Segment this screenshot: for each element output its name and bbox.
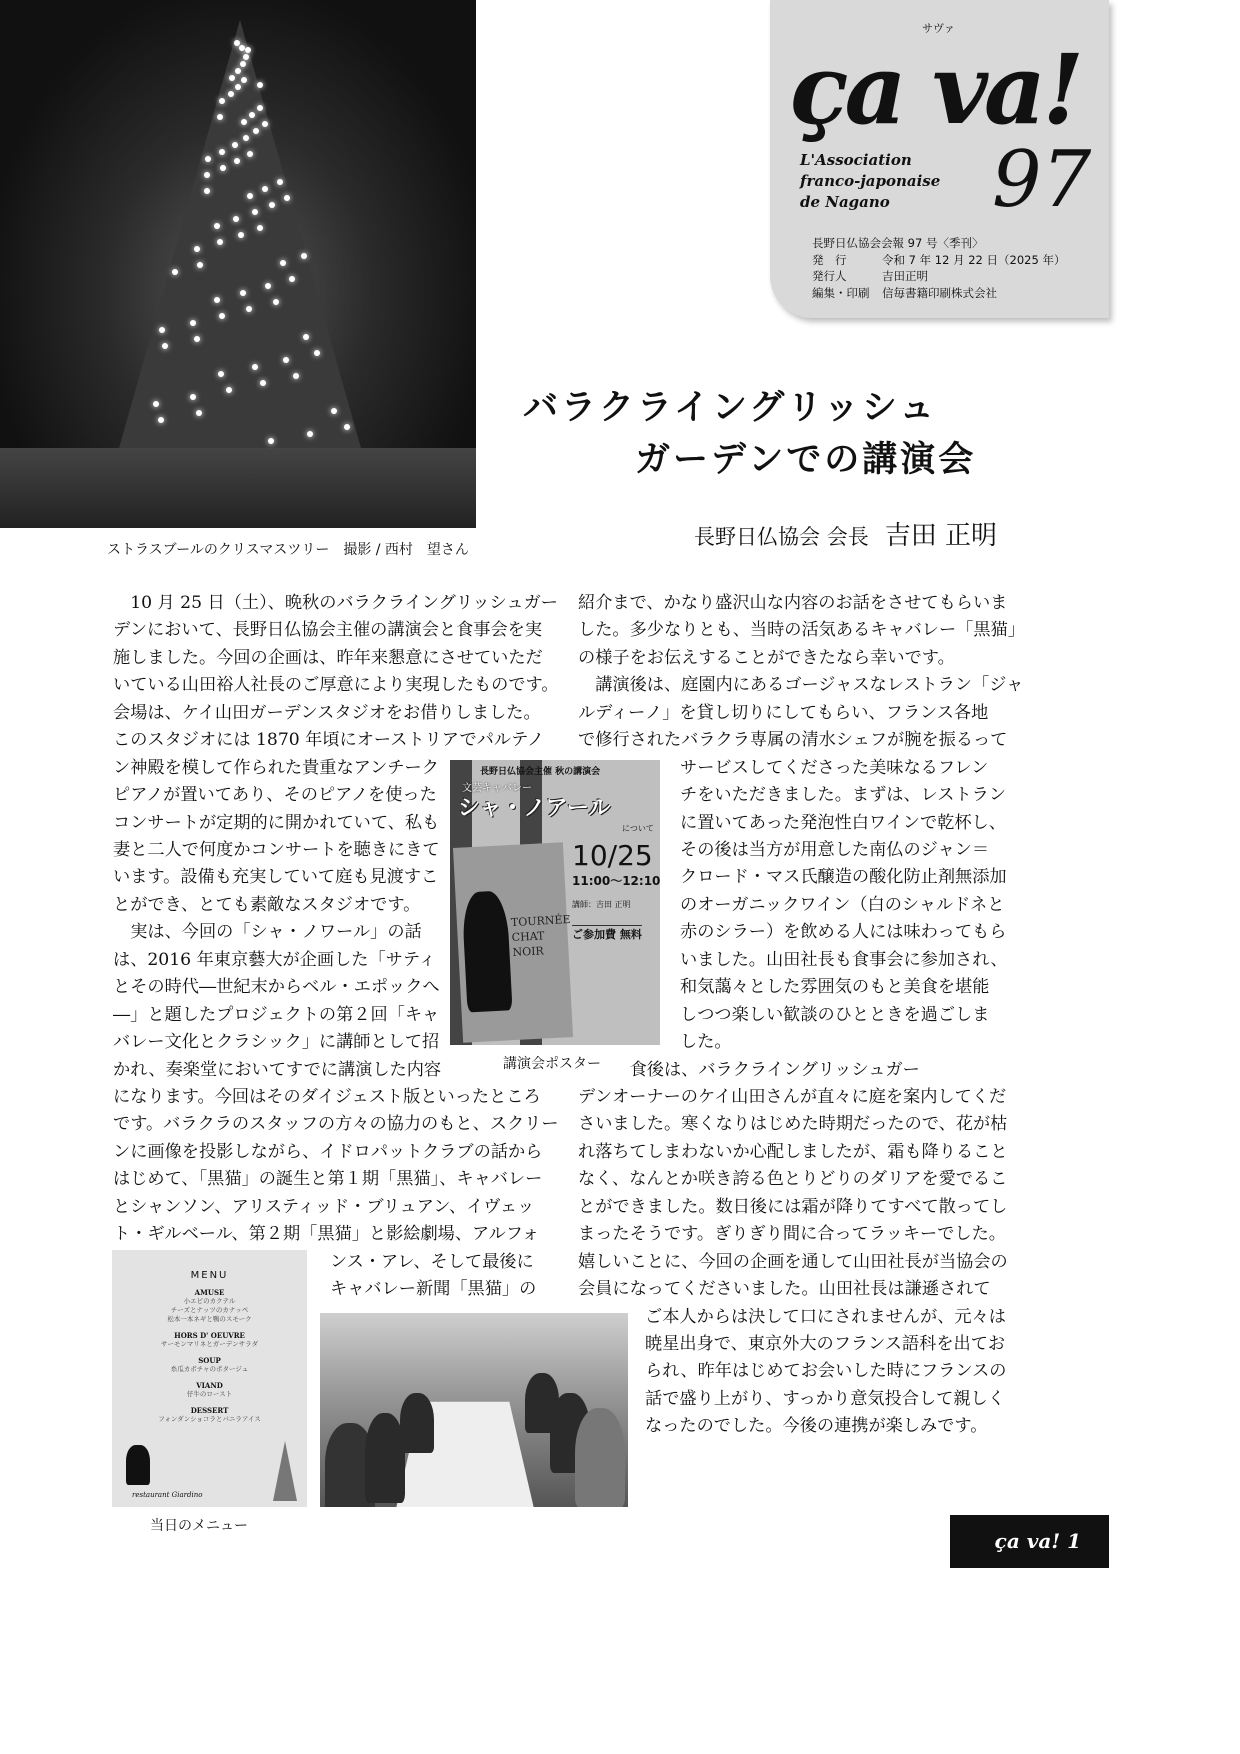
tree-light <box>265 283 271 289</box>
text-line: ンに画像を投影しながら、イドロパットクラブの話から <box>113 1141 543 1162</box>
menu-caption: 当日のメニュー <box>150 1518 248 1534</box>
text-line: バレー文化とクラシック」に講師として招 <box>113 1032 440 1053</box>
tree-light <box>289 276 295 282</box>
dinner-menu-photo <box>112 1250 307 1507</box>
guest <box>365 1413 405 1503</box>
menu-section-heading: SOUP <box>198 1356 221 1365</box>
poster-lecturer: 講師：吉田 正明 <box>572 900 631 909</box>
menu-section-heading: HORS D' OEUVRE <box>174 1331 245 1340</box>
tree-light <box>273 299 279 305</box>
text-line: です。バラクラのスタッフの方々の協力のもと、スクリー <box>113 1114 559 1135</box>
tree-light <box>190 320 196 326</box>
imprint <box>812 235 1065 301</box>
menu-section-heading: DESSERT <box>190 1406 229 1415</box>
printer-name: 信毎書籍印刷株式会社 <box>882 285 997 300</box>
tree-light <box>241 119 247 125</box>
text-line: キャバレー新聞「黒猫」の <box>330 1279 537 1300</box>
menu-item: 仔牛のロースト <box>186 1390 233 1398</box>
text-line: の様子をお伝えすることができたなら幸いです。 <box>578 647 955 668</box>
text-line: はじめて、「黒猫」の誕生と第１期「黒猫」、キャバレー <box>113 1169 543 1190</box>
publisher-label: 発行人 <box>812 269 847 283</box>
text-line: 実は、今回の「シャ・ノワール」の話 <box>113 922 422 943</box>
association-name <box>800 150 940 213</box>
text-line: 施しました。今回の企画は、昨年来懇意にさせていただ <box>113 647 543 668</box>
tree-light <box>190 394 196 400</box>
text-line: 会場は、ケイ山田ガーデンスタジオをお借りしました。 <box>113 702 541 723</box>
text-line: サービスしてくださった美味なるフレン <box>680 757 989 778</box>
masthead <box>770 0 1109 318</box>
body-right-a <box>578 590 1025 755</box>
text-line: クロード・マス氏醸造の酸化防止剤無添加 <box>680 867 1007 888</box>
body-left-a <box>113 590 559 755</box>
tree-light <box>235 84 241 90</box>
text-line: ト・ギルベール、第２期「黒猫」と影絵劇場、アルフォ <box>113 1224 540 1245</box>
menu-item: チーズとナッツのカナッペ <box>170 1306 249 1314</box>
market-crowd <box>0 448 476 528</box>
poster-name: シャ・ノアール <box>458 796 611 821</box>
issue-number: 97 <box>992 135 1092 225</box>
body-left-b <box>113 755 441 1084</box>
association-line: franco-japonaise <box>800 172 941 190</box>
byline <box>694 515 997 552</box>
issued-date: 令和 7 年 12 月 22 日（2025 年） <box>882 252 1066 267</box>
text-line: しつつ楽しい歓談のひとときを過ごしま <box>680 1004 990 1025</box>
black-cat-icon <box>126 1445 150 1485</box>
text-line: は、2016 年東京藝大が企画した「サティ <box>113 949 436 970</box>
text-line: に置いてあった発泡性白ワインで乾杯し、 <box>680 812 1006 833</box>
text-line: コンサートが定期的に開かれていて、私も <box>113 812 440 833</box>
tree-light <box>217 114 223 120</box>
poster-fee: ご参加費 無料 <box>572 925 642 942</box>
body-left-c <box>113 1084 559 1249</box>
text-line: 食後は、バラクライングリッシュガー <box>578 1059 920 1080</box>
text-line: 暁星出身で、東京外大のフランス語科を出てお <box>645 1334 1006 1355</box>
text-line: なったのでした。今後の連携が楽しみです。 <box>645 1416 988 1437</box>
guest <box>575 1408 625 1507</box>
tree-light <box>158 417 164 423</box>
text-line: ルディーノ」を貸し切りにしてもらい、フランス各地 <box>578 702 989 723</box>
lecture-poster <box>450 760 660 1045</box>
menu-footer: restaurant Giardino <box>132 1491 203 1499</box>
tree-light <box>314 350 320 356</box>
poster-organizer: 長野日仏協会主催 秋の講演会 <box>480 767 601 777</box>
text-line: 赤のシラー）を飲める人には味わってもら <box>680 922 1007 943</box>
menu-item: サーモンマリネとガーデンサラダ <box>160 1340 259 1348</box>
text-line: ご本人からは決して口にされませんが、元々は <box>645 1306 1006 1327</box>
article-title-line1: バラクライングリッシュ <box>523 387 938 428</box>
tree-light <box>269 202 275 208</box>
text-line: その後は当方が用意した南仏のジャン＝ <box>680 840 990 860</box>
text-line: さいました。寒くなりはじめた時期だったので、花が枯 <box>578 1114 1008 1135</box>
text-line: とその時代―世紀末からベル・エポックへ <box>113 977 440 998</box>
christmas-tree-photo <box>0 0 476 528</box>
text-line: 講演後は、庭園内にあるゴージャスなレストラン「ジャ <box>578 675 1024 696</box>
menu-section-heading: VIAND <box>196 1381 223 1390</box>
tree-light <box>252 209 258 215</box>
text-line: なく、なんとか咲き誇る色とりどりのダリアを愛でるこ <box>578 1169 1008 1190</box>
bulletin-label: 長野日仏協会会報 97 号〈季刊〉 <box>812 236 984 250</box>
byline-author: 吉田 正明 <box>884 521 997 551</box>
tree-light <box>194 336 200 342</box>
tree-light <box>220 165 226 171</box>
black-cat-icon <box>461 890 512 1012</box>
menu-item: 松本一本ネギと鴨のスモーク <box>167 1315 252 1323</box>
body-right-b <box>680 755 1008 1057</box>
page-footer: ça va! 1 <box>950 1515 1109 1568</box>
text-line: いました。山田社長も食事会に参加され、 <box>680 949 1008 970</box>
text-line: いている山田裕人社長のご厚意により実現したものです。 <box>113 675 559 696</box>
tree-light <box>247 193 253 199</box>
article-title-line2: ガーデンでの講演会 <box>635 439 977 480</box>
text-line: とができました。数日後には霜が降りてすべて散ってし <box>578 1196 1008 1217</box>
text-line: ピアノが置いてあり、そのピアノを使った <box>113 785 437 806</box>
association-line: L'Association <box>800 151 912 169</box>
tree-light <box>307 431 313 437</box>
menu-item: 糸瓜カボチャのポタージュ <box>170 1365 249 1373</box>
tree-light <box>241 77 247 83</box>
text-line: した。多少なりとも、当時の活気あるキャバレー「黒猫」 <box>578 620 1025 641</box>
tree-light <box>252 364 258 370</box>
byline-role: 長野日仏協会 会長 <box>694 525 869 549</box>
text-line: このスタジオには 1870 年頃にオーストリアでパルテノ <box>113 730 545 751</box>
text-line: まったそうです。ぎりぎり間に合ってラッキーでした。 <box>578 1224 1006 1245</box>
cava-logo: ça va! <box>790 33 1081 146</box>
poster-time: 11:00〜12:10 <box>572 874 660 888</box>
text-line: で修行されたバラクラ専属の清水シェフが腕を振るって <box>578 730 1008 751</box>
text-line: 話で盛り上がり、すっかり意気投合して親しく <box>645 1388 1005 1409</box>
text-line: になります。今回はそのダイジェスト版といったところ <box>113 1087 541 1107</box>
text-line: 嬉しいことに、今回の企画を通して山田社長が当協会の <box>578 1251 1008 1272</box>
tree-light <box>214 297 220 303</box>
text-line: チをいただきました。まずは、レストラン <box>680 785 1007 806</box>
artwork-text: TOURNÉE CHAT NOIR <box>510 912 571 960</box>
text-line: デンオーナーのケイ山田さんが直々に庭を案内してくだ <box>578 1087 1007 1108</box>
tree-light <box>247 151 253 157</box>
tree-light <box>172 269 178 275</box>
tree-light <box>232 142 238 148</box>
menu-sections <box>112 1288 307 1424</box>
tree-light <box>219 98 225 104</box>
tree-light <box>153 401 159 407</box>
text-line: とシャンソン、アリスティッド・ブリュアン、イヴェッ <box>113 1196 535 1217</box>
poster-subtitle: 文芸キャバレー <box>462 783 532 794</box>
text-line: ―」と題したプロジェクトの第２回「キャ <box>113 1004 440 1025</box>
tree-light <box>217 239 223 245</box>
text-line: かれ、奏楽堂においてすでに講演した内容 <box>113 1059 442 1080</box>
text-line: のオーガニックワイン（白のシャルドネと <box>680 894 1005 915</box>
tree-light <box>238 232 244 238</box>
tree-light <box>245 47 251 53</box>
tree-light <box>257 82 263 88</box>
eiffel-tower-icon <box>273 1441 297 1501</box>
tree-light <box>205 156 211 162</box>
publisher-name: 吉田正明 <box>882 269 928 283</box>
issued-label: 発 行 <box>812 252 847 267</box>
text-line: 会員になってくださいました。山田社長は謙遜されて <box>578 1279 991 1300</box>
text-line: います。設備も充実していて庭も見渡すこ <box>113 867 439 888</box>
tree-light <box>214 223 220 229</box>
menu-title: MENU <box>190 1270 229 1281</box>
tree-light <box>226 387 232 393</box>
text-line: 和気藹々とした雰囲気のもと美食を堪能 <box>680 977 990 998</box>
tree-photo-caption: ストラスブールのクリスマスツリー 撮影 / 西村 望さん <box>107 542 469 558</box>
body-right-d <box>645 1304 1006 1441</box>
menu-item: フォンダンショコラとバニラアイス <box>158 1415 261 1423</box>
tree-light <box>243 54 249 60</box>
text-line: 妻と二人で何度かコンサートを聴きにきて <box>113 840 440 860</box>
dinner-party-photo <box>320 1313 628 1507</box>
body-right-c <box>578 1057 1008 1304</box>
text-line: ン神殿を模して作られた貴重なアンチーク <box>113 757 439 778</box>
poster-caption: 講演会ポスター <box>503 1056 601 1072</box>
tree-light <box>219 313 225 319</box>
poster-about: について <box>622 824 654 833</box>
text-line: デンにおいて、長野日仏協会主催の講演会と食事会を実 <box>113 620 543 641</box>
text-line: ンス・アレ、そして最後に <box>330 1251 534 1272</box>
text-line: れ落ちてしまわないか心配しましたが、霜も降りること <box>578 1141 1008 1162</box>
chat-noir-artwork <box>453 842 573 1042</box>
tree-light <box>219 149 225 155</box>
tree-light <box>240 290 246 296</box>
text-line: とができ、とても素敵なスタジオです。 <box>113 894 421 915</box>
text-line: られ、昨年はじめてお会いした時にフランスの <box>645 1361 1007 1382</box>
menu-item: 小エビのカクテル <box>183 1297 236 1305</box>
body-left-d <box>330 1249 536 1304</box>
logo-ruby: サヴァ <box>922 22 955 35</box>
poster-date: 10/25 <box>572 839 653 872</box>
tree-light <box>228 91 234 97</box>
association-line: de Nagano <box>800 193 890 211</box>
menu-section-heading: AMUSE <box>194 1288 225 1297</box>
tree-light <box>277 179 283 185</box>
text-line: 10 月 25 日（土）、晩秋のバラクライングリッシュガー <box>113 593 558 613</box>
tree-light <box>262 121 268 127</box>
printer-label: 編集・印刷 <box>812 285 870 300</box>
tree-light <box>234 158 240 164</box>
tree-light <box>197 262 203 268</box>
tree-light <box>240 61 246 67</box>
guest <box>400 1393 434 1453</box>
tree-light <box>257 105 263 111</box>
text-line: した。 <box>680 1032 732 1053</box>
text-line: 紹介まで、かなり盛沢山な内容のお話をさせてもらいま <box>578 593 1008 613</box>
